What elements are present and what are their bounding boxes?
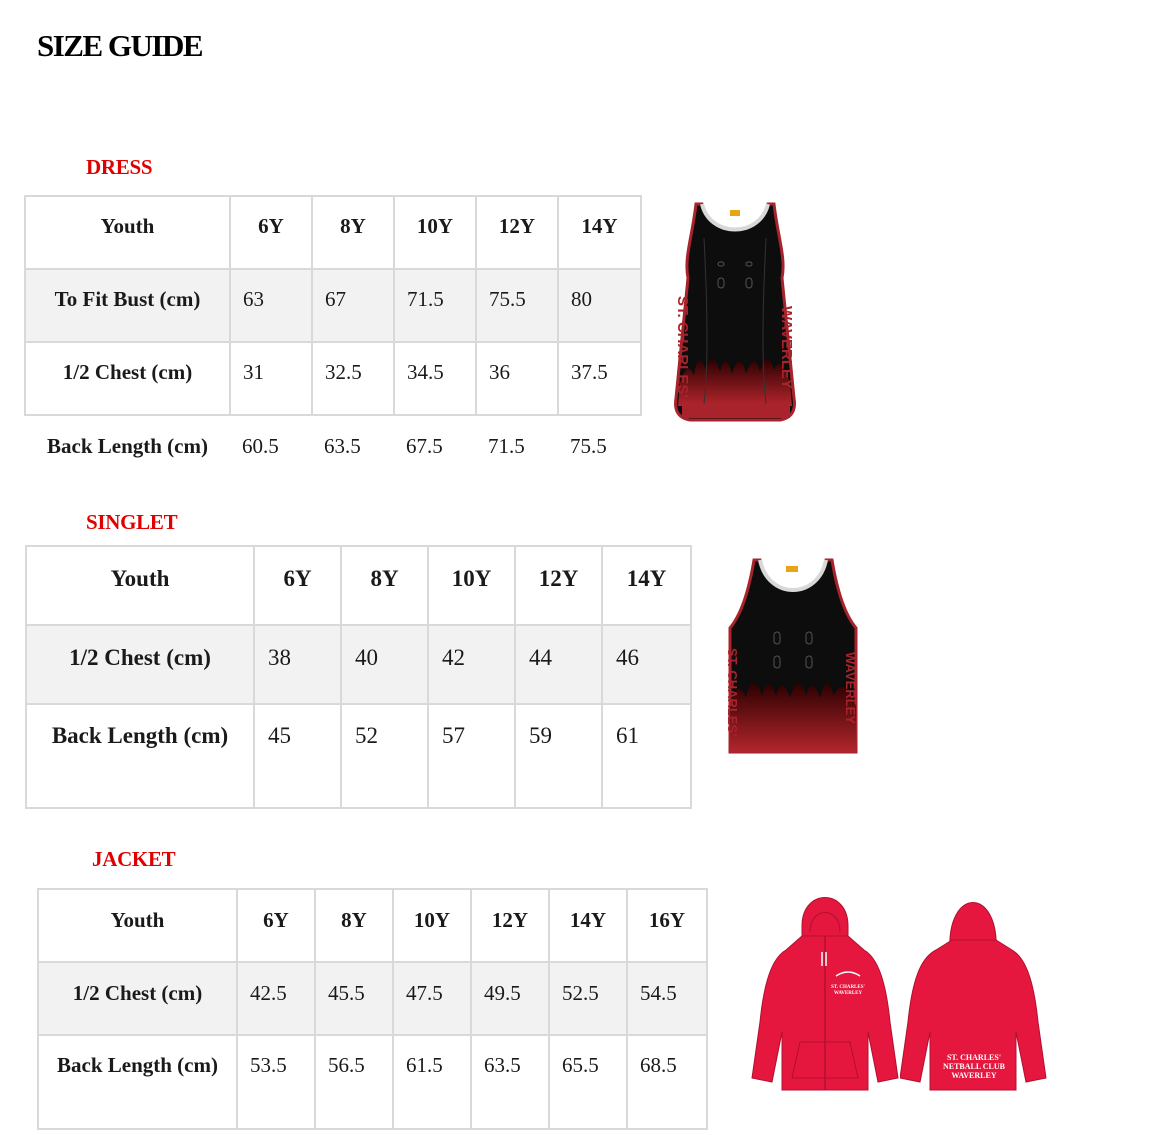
header-cell: Youth: [26, 546, 254, 625]
dress-print-left: ST. CHARLES': [674, 296, 691, 398]
jacket-front-logo-line2: WAVERLEY: [833, 991, 863, 996]
table-cell: 67: [312, 269, 394, 342]
table-cell: 52.5: [549, 962, 627, 1035]
header-cell: 10Y: [393, 889, 471, 962]
row-label: Back Length (cm): [47, 434, 208, 458]
singlet-size-table: [25, 545, 692, 809]
table-cell: 56.5: [315, 1035, 393, 1129]
table-cell: 44: [515, 625, 602, 704]
table-cell: 37.5: [558, 342, 641, 415]
table-cell: 49.5: [471, 962, 549, 1035]
jacket-section-label: JACKET: [92, 847, 176, 871]
table-cell: 42.5: [237, 962, 315, 1035]
table-row: [25, 415, 641, 507]
table-cell: 47.5: [393, 962, 471, 1035]
table-cell: 45.5: [315, 962, 393, 1035]
header-cell: 10Y: [428, 546, 515, 625]
table-row: [25, 342, 641, 415]
table-row: [26, 625, 691, 704]
table-cell: 45: [254, 704, 341, 808]
header-cell: 6Y: [230, 196, 312, 269]
table-cell: 34.5: [394, 342, 476, 415]
jacket-back-print-line3: WAVERLEY: [951, 1071, 997, 1080]
header-cell: 12Y: [476, 196, 558, 269]
header-cell: 16Y: [627, 889, 707, 962]
header-cell: Youth: [38, 889, 237, 962]
row-label: Back Length (cm): [38, 1035, 237, 1129]
table-row: [38, 1035, 707, 1129]
table-cell: 32.5: [312, 342, 394, 415]
table-header-row: [26, 546, 691, 625]
header-cell: 10Y: [394, 196, 476, 269]
table-row: [26, 704, 691, 808]
header-cell: 14Y: [549, 889, 627, 962]
row-label: 1/2 Chest (cm): [25, 342, 230, 415]
table-cell: 68.5: [627, 1035, 707, 1129]
table-cell: 54.5: [627, 962, 707, 1035]
page-title: SIZE GUIDE: [37, 28, 203, 63]
table-cell: 46: [602, 625, 691, 704]
header-cell: 8Y: [312, 196, 394, 269]
table-cell: 75.5: [570, 434, 607, 458]
table-cell: 71.5: [488, 434, 525, 458]
jacket-back-print-line2: NETBALL CLUB: [942, 1062, 1006, 1071]
table-cell: 31: [230, 342, 312, 415]
table-row: [38, 962, 707, 1035]
jacket-size-table: [37, 888, 708, 1130]
table-cell: 63.5: [471, 1035, 549, 1129]
table-cell: 75.5: [476, 269, 558, 342]
table-cell: 63.5: [324, 434, 361, 458]
table-header-row: [38, 889, 707, 962]
dress-print-right: WAVERLEY: [778, 306, 795, 390]
header-cell: 14Y: [558, 196, 641, 269]
row-label: To Fit Bust (cm): [25, 269, 230, 342]
table-cell: 61.5: [393, 1035, 471, 1129]
singlet-print-right: WAVERLEY: [843, 652, 858, 724]
table-cell: 52: [341, 704, 428, 808]
jacket-back-illustration: [900, 892, 1050, 1098]
table-cell: 36: [476, 342, 558, 415]
header-cell: 8Y: [341, 546, 428, 625]
brand-logo: [730, 210, 740, 216]
header-cell: 12Y: [471, 889, 549, 962]
table-cell: 71.5: [394, 269, 476, 342]
header-cell: 12Y: [515, 546, 602, 625]
dress-illustration: [668, 198, 804, 426]
table-cell: 38: [254, 625, 341, 704]
header-cell: 14Y: [602, 546, 691, 625]
singlet-illustration: [722, 556, 864, 758]
table-cell: 40: [341, 625, 428, 704]
jacket-front-illustration: [750, 892, 900, 1098]
brand-logo: [786, 566, 798, 572]
table-cell: 65.5: [549, 1035, 627, 1129]
table-cell: 80: [558, 269, 641, 342]
table-cell: 57: [428, 704, 515, 808]
singlet-print-left: ST. CHARLES': [725, 648, 740, 737]
row-label: 1/2 Chest (cm): [26, 625, 254, 704]
table-header-row: [25, 196, 641, 269]
row-label: 1/2 Chest (cm): [38, 962, 237, 1035]
jacket-front-logo-line1: ST. CHARLES': [831, 985, 865, 990]
dress-size-table: [24, 195, 642, 507]
table-cell: 67.5: [406, 434, 443, 458]
header-cell: 6Y: [254, 546, 341, 625]
singlet-section-label: SINGLET: [86, 510, 178, 534]
header-cell: Youth: [25, 196, 230, 269]
header-cell: 6Y: [237, 889, 315, 962]
table-cell: 61: [602, 704, 691, 808]
table-cell: 60.5: [242, 434, 279, 458]
table-cell: 63: [230, 269, 312, 342]
jacket-back-print-line1: ST. CHARLES': [946, 1053, 1002, 1062]
table-cell: 59: [515, 704, 602, 808]
header-cell: 8Y: [315, 889, 393, 962]
table-row: [25, 269, 641, 342]
table-cell: 53.5: [237, 1035, 315, 1129]
row-label: Back Length (cm): [26, 704, 254, 808]
dress-section-label: DRESS: [86, 155, 153, 179]
table-cell: 42: [428, 625, 515, 704]
